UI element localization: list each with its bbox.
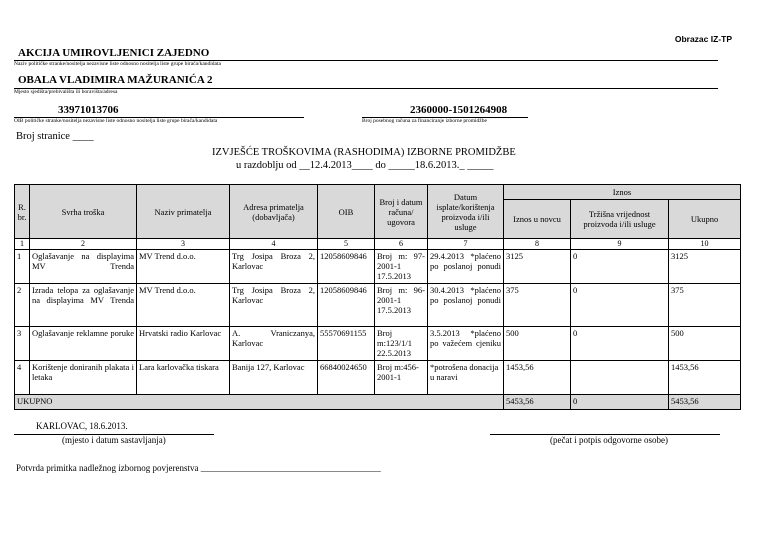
header-primatelj: Naziv primatelja bbox=[137, 185, 230, 239]
page-number: Broj stranice ____ bbox=[16, 131, 94, 142]
table-row bbox=[15, 284, 741, 327]
cell-rbr: 2 bbox=[15, 284, 30, 327]
header-rbr: R. br. bbox=[15, 185, 30, 239]
cell-rbr: 3 bbox=[15, 327, 30, 361]
party-name-caption: Naziv političke stranke/nositelja nezavisne liste odnosno nositelja liste grupe birača/kandidata bbox=[14, 61, 221, 67]
cell-trzisna: 0 bbox=[571, 284, 669, 327]
table-row bbox=[15, 327, 741, 361]
cell-trzisna bbox=[571, 361, 669, 395]
cell-svrha: Izrada telopa za oglašavanje na displayima MV Trenda bbox=[30, 284, 137, 327]
col-number: 6 bbox=[375, 239, 428, 250]
table-row bbox=[15, 361, 741, 395]
report-title: IZVJEŠĆE TROŠKOVIMA (RASHODIMA) IZBORNE PROMIDŽBE bbox=[212, 147, 516, 158]
cell-datum: 3.5.2013 *plaćeno po važećem cjeniku bbox=[428, 327, 504, 361]
cell-iznos-novcu: 500 bbox=[504, 327, 571, 361]
total-ukupno: 5453,56 bbox=[669, 395, 741, 410]
col-number: 10 bbox=[669, 239, 741, 250]
header-datum: Datum isplate/korištenja proizvoda i/ili usluge bbox=[428, 185, 504, 239]
cell-trzisna: 0 bbox=[571, 250, 669, 284]
cell-ukupno: 3125 bbox=[669, 250, 741, 284]
header-adresa: Adresa primatelja (dobavljača) bbox=[230, 185, 318, 239]
col-number: 9 bbox=[571, 239, 669, 250]
party-account-caption: Broj posebnog računa za financiranje izborne promidžbe bbox=[362, 118, 487, 124]
cell-racun: Broj m: 96-2001-1 17.5.2013 bbox=[375, 284, 428, 327]
col-number: 4 bbox=[230, 239, 318, 250]
cell-adresa: Trg Josipa Broza 2, Karlovac bbox=[230, 250, 318, 284]
cell-datum: 30.4.2013 *plaćeno po poslanoj ponudi bbox=[428, 284, 504, 327]
col-number: 7 bbox=[428, 239, 504, 250]
cell-svrha: Oglašavanje na displayima MV Trenda bbox=[30, 250, 137, 284]
party-name: AKCIJA UMIROVLJENICI ZAJEDNO bbox=[18, 47, 210, 59]
form-code: Obrazac IZ-TP bbox=[674, 34, 732, 44]
cell-iznos-novcu: 1453,56 bbox=[504, 361, 571, 395]
header-trzisna: Tržišna vrijednost proizvoda i/ili usluge bbox=[571, 200, 669, 239]
cell-oib: 55570691155 bbox=[318, 327, 375, 361]
report-period: u razdoblju od __12.4.2013____ do _____18.6.2013._ _____ bbox=[236, 160, 494, 171]
cell-primatelj: MV Trend d.o.o. bbox=[137, 250, 230, 284]
cell-svrha: Korištenje doniranih plakata i letaka bbox=[30, 361, 137, 395]
expenses-table bbox=[14, 184, 741, 410]
cell-datum: *potrošena donacija u naravi bbox=[428, 361, 504, 395]
col-number: 8 bbox=[504, 239, 571, 250]
header-svrha: Svrha troška bbox=[30, 185, 137, 239]
col-number: 1 bbox=[15, 239, 30, 250]
header-oib: OIB bbox=[318, 185, 375, 239]
header-ukupno: Ukupno bbox=[669, 200, 741, 239]
cell-oib: 66840024650 bbox=[318, 361, 375, 395]
table-row bbox=[15, 250, 741, 284]
cell-ukupno: 1453,56 bbox=[669, 361, 741, 395]
cell-adresa: Banija 127, Karlovac bbox=[230, 361, 318, 395]
total-label: UKUPNO bbox=[15, 395, 504, 410]
cell-racun: Broj m: 97-2001-1 17.5.2013 bbox=[375, 250, 428, 284]
cell-racun: Broj m:456-2001-1 bbox=[375, 361, 428, 395]
header-iznos-novcu: Iznos u novcu bbox=[504, 200, 571, 239]
party-address-line bbox=[14, 88, 718, 89]
stamp-caption: (pečat i potpis odgovorne osobe) bbox=[550, 435, 668, 445]
place-date-caption: (mjesto i datum sastavljanja) bbox=[62, 435, 166, 445]
cell-ukupno: 375 bbox=[669, 284, 741, 327]
column-numbers-row bbox=[15, 239, 741, 250]
cell-iznos-novcu: 375 bbox=[504, 284, 571, 327]
place-date: KARLOVAC, 18.6.2013. bbox=[36, 421, 128, 431]
party-address: OBALA VLADIMIRA MAŽURANIĆA 2 bbox=[18, 74, 213, 86]
col-number: 5 bbox=[318, 239, 375, 250]
party-oib: 33971013706 bbox=[58, 104, 119, 116]
col-number: 3 bbox=[137, 239, 230, 250]
total-trzisna: 0 bbox=[571, 395, 669, 410]
cell-primatelj: MV Trend d.o.o. bbox=[137, 284, 230, 327]
party-oib-caption: OIB političke stranke/nositelja nezavisne liste odnosno nositelja liste grupe birača/kandidata bbox=[14, 118, 218, 124]
header-iznos: Iznos bbox=[504, 185, 741, 200]
total-iznos-novcu: 5453,56 bbox=[504, 395, 571, 410]
confirmation-line: Potvrda primitka nadležnog izbornog povjerenstva ________________________________________ bbox=[16, 463, 381, 473]
cell-rbr: 4 bbox=[15, 361, 30, 395]
total-row bbox=[15, 395, 741, 410]
cell-ukupno: 500 bbox=[669, 327, 741, 361]
cell-racun: Broj m:123/1/1 22.5.2013 bbox=[375, 327, 428, 361]
col-number: 2 bbox=[30, 239, 137, 250]
cell-iznos-novcu: 3125 bbox=[504, 250, 571, 284]
cell-oib: 12058609846 bbox=[318, 250, 375, 284]
cell-svrha: Oglašavanje reklamne poruke bbox=[30, 327, 137, 361]
party-address-caption: Mjesto sjedišta/prebivališta ili boravišta/adresa bbox=[14, 89, 118, 95]
cell-adresa: Trg Josipa Broza 2, Karlovac bbox=[230, 284, 318, 327]
header-racun: Broj i datum računa/ ugovora bbox=[375, 185, 428, 239]
cell-rbr: 1 bbox=[15, 250, 30, 284]
party-account: 2360000-1501264908 bbox=[410, 104, 508, 116]
cell-primatelj: Lara karlovačka tiskara bbox=[137, 361, 230, 395]
cell-datum: 29.4.2013 *plaćeno po poslanoj ponudi bbox=[428, 250, 504, 284]
cell-oib: 12058609846 bbox=[318, 284, 375, 327]
cell-adresa: A. Vraniczanya, Karlovac bbox=[230, 327, 318, 361]
cell-trzisna: 0 bbox=[571, 327, 669, 361]
cell-primatelj: Hrvatski radio Karlovac bbox=[137, 327, 230, 361]
